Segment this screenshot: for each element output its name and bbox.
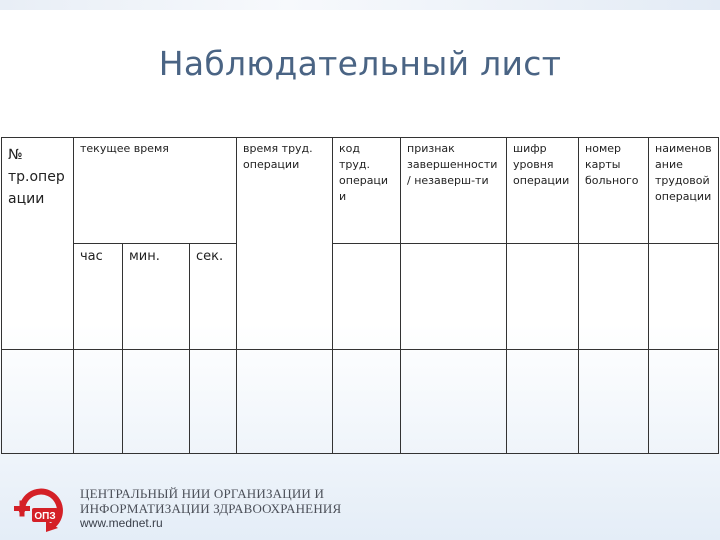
table-cell (401, 350, 507, 454)
subheader-min: мин. (123, 244, 190, 350)
top-decor-strip (0, 0, 720, 10)
table-cell (649, 350, 719, 454)
table-cell (649, 244, 719, 350)
table-row (2, 350, 719, 454)
org-website-link[interactable]: www.mednet.ru (80, 516, 163, 530)
table-cell (237, 350, 333, 454)
table-cell (507, 244, 579, 350)
header-row (2, 138, 719, 244)
header-op-number: № тр.опер ации (2, 138, 74, 244)
page-title: Наблюдательный лист (158, 44, 562, 83)
header-operation-name: наименов ание трудовой операции (649, 138, 719, 244)
table-cell (579, 244, 649, 350)
table-cell (2, 244, 74, 350)
table-cell (2, 350, 74, 454)
subheader-row (2, 244, 719, 350)
header-op-duration: время труд. операции (237, 138, 333, 244)
header-level-cipher: шифр уровня операции (507, 138, 579, 244)
observation-table (1, 137, 719, 454)
table-cell (74, 350, 123, 454)
table-cell (401, 244, 507, 350)
header-op-code: код труд. операции (333, 138, 401, 244)
table-cell (333, 244, 401, 350)
red-cross-arrow-logo-icon (12, 482, 70, 534)
org-name-line-1: ЦЕНТРАЛЬНЫЙ НИИ ОРГАНИЗАЦИИ И (80, 486, 325, 501)
table-cell (190, 350, 237, 454)
logo-text: ОПЗ (34, 511, 56, 522)
org-name-line-2: ИНФОРМАТИЗАЦИИ ЗДРАВООХРАНЕНИЯ (80, 501, 342, 516)
cross-vertical-icon (20, 501, 25, 517)
table-cell (237, 244, 333, 350)
header-completion-flag: признак завершенности/ незаверш-ти (401, 138, 507, 244)
subheader-hour: час (74, 244, 123, 350)
table-cell (507, 350, 579, 454)
header-current-time: текущее время (74, 138, 237, 244)
table-cell (123, 350, 190, 454)
table-cell (579, 350, 649, 454)
table-cell (333, 350, 401, 454)
header-patient-card-number: номер карты больного (579, 138, 649, 244)
footer (0, 476, 720, 540)
subheader-sec: сек. (190, 244, 237, 350)
